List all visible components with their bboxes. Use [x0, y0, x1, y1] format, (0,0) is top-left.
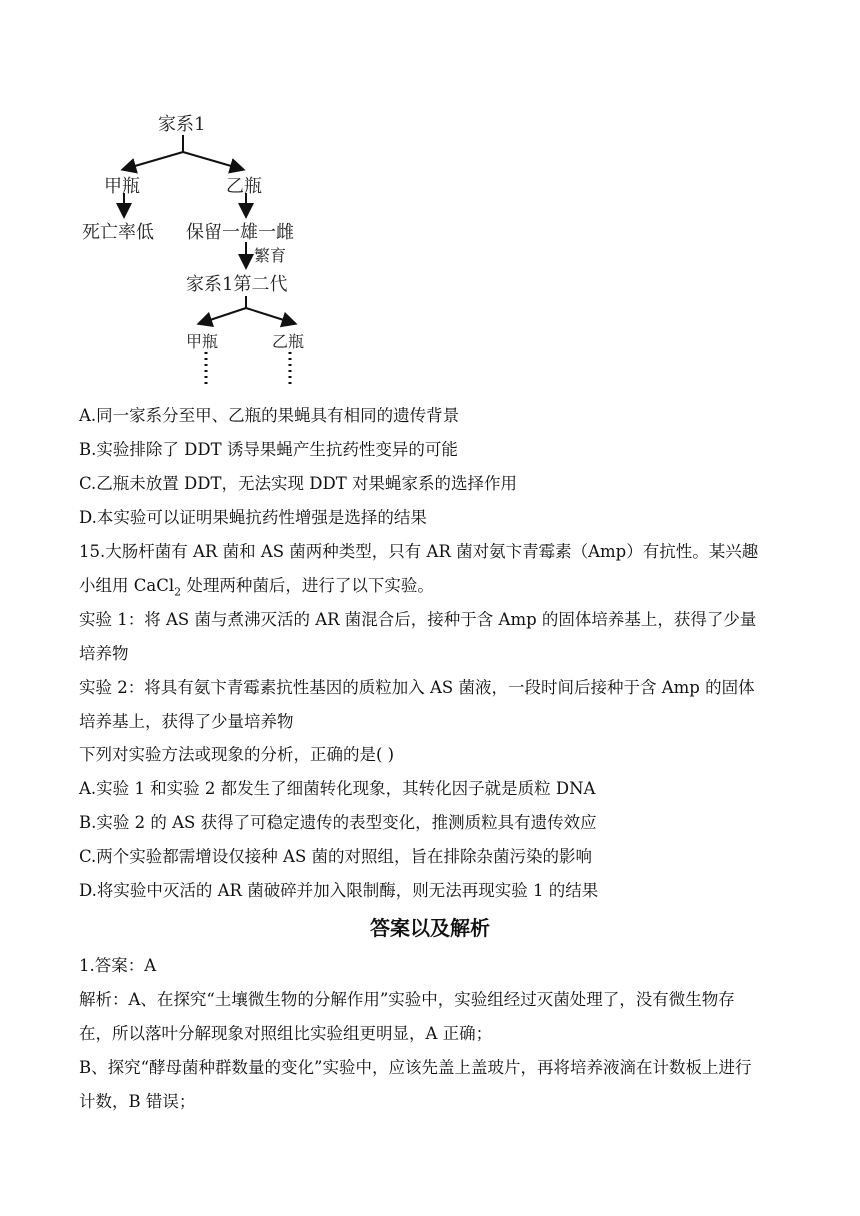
- q15-stem-line1: 15.大肠杆菌有 AR 菌和 AS 菌两种类型，只有 AR 菌对氨卞青霉素（Amp）有抗性。某兴趣: [79, 542, 759, 561]
- arrow-to-left-bottle-2: [204, 308, 246, 322]
- arrow-to-right-bottle-2: [246, 308, 290, 322]
- second-gen-label: 家系1第二代: [186, 274, 288, 295]
- right-bottle-2-label: 乙瓶: [272, 332, 305, 351]
- left-result-label: 死亡率低: [82, 222, 154, 243]
- exp2-line1: 实验 2：将具有氨卞青霉素抗性基因的质粒加入 AS 菌液，一段时间后接种于含 Amp 的固体: [79, 678, 755, 697]
- answer-1: 1.答案：A: [79, 956, 157, 975]
- explanation-line4: 计数，B 错误；: [79, 1092, 196, 1111]
- q15-option-a: A.实验 1 和实验 2 都发生了细菌转化现象，其转化因子就是质粒 DNA: [79, 779, 596, 798]
- root-label: 家系1: [158, 114, 206, 135]
- exp1-line1: 实验 1：将 AS 菌与煮沸灭活的 AR 菌混合后，接种于含 Amp 的固体培养基上，获得了少量: [79, 610, 757, 629]
- q14-option-a: A.同一家系分至甲、乙瓶的果蝇具有相同的遗传背景: [79, 406, 460, 425]
- breed-label: 繁育: [254, 246, 287, 265]
- q14-option-d: D.本实验可以证明果蝇抗药性增强是选择的结果: [79, 508, 427, 527]
- left-bottle-2-label: 甲瓶: [186, 332, 219, 351]
- cacl2-subscript: 2: [174, 585, 182, 599]
- explanation-line1: 解析：A、在探究“土壤微生物的分解作用”实验中，实验组经过灭菌处理了，没有微生物存: [79, 990, 735, 1009]
- q15-question: 下列对实验方法或现象的分析，正确的是( ): [79, 745, 395, 764]
- answers-title: 答案以及解析: [370, 916, 490, 940]
- q15-stem-line2-b: 处理两种菌后，进行了以下实验。: [181, 576, 434, 595]
- right-bottle-label: 乙瓶: [226, 176, 262, 197]
- exp2-line2: 培养基上，获得了少量培养物: [79, 712, 294, 731]
- right-result-label: 保留一雄一雌: [186, 222, 294, 243]
- q15-option-d: D.将实验中灭活的 AR 菌破碎并加入限制酶，则无法再现实验 1 的结果: [79, 881, 599, 900]
- q15-option-b: B.实验 2 的 AS 获得了可稳定遗传的表型变化，推测质粒具有遗传效应: [79, 813, 597, 832]
- q15-option-c: C.两个实验都需增设仅接种 AS 菌的对照组，旨在排除杂菌污染的影响: [79, 847, 592, 866]
- family-flow-diagram: [0, 0, 860, 400]
- explanation-line3: B、探究“酵母菌种群数量的变化”实验中，应该先盖上盖玻片，再将培养液滴在计数板上进行: [79, 1058, 752, 1077]
- q15-stem-line2-a: 小组用 CaCl: [79, 576, 175, 595]
- arrow-to-right-bottle: [183, 152, 238, 168]
- exp1-line2: 培养物: [79, 644, 129, 663]
- left-bottle-label: 甲瓶: [104, 176, 140, 197]
- q14-option-c: C.乙瓶未放置 DDT，无法实现 DDT 对果蝇家系的选择作用: [79, 474, 517, 493]
- arrow-to-left-bottle: [128, 152, 183, 168]
- q15-stem-line2: [79, 575, 434, 603]
- diagram-lines: [0, 0, 860, 400]
- q14-option-b: B.实验排除了 DDT 诱导果蝇产生抗药性变异的可能: [79, 440, 458, 459]
- explanation-line2: 在，所以落叶分解现象对照组比实验组更明显，A 正确；: [79, 1024, 493, 1043]
